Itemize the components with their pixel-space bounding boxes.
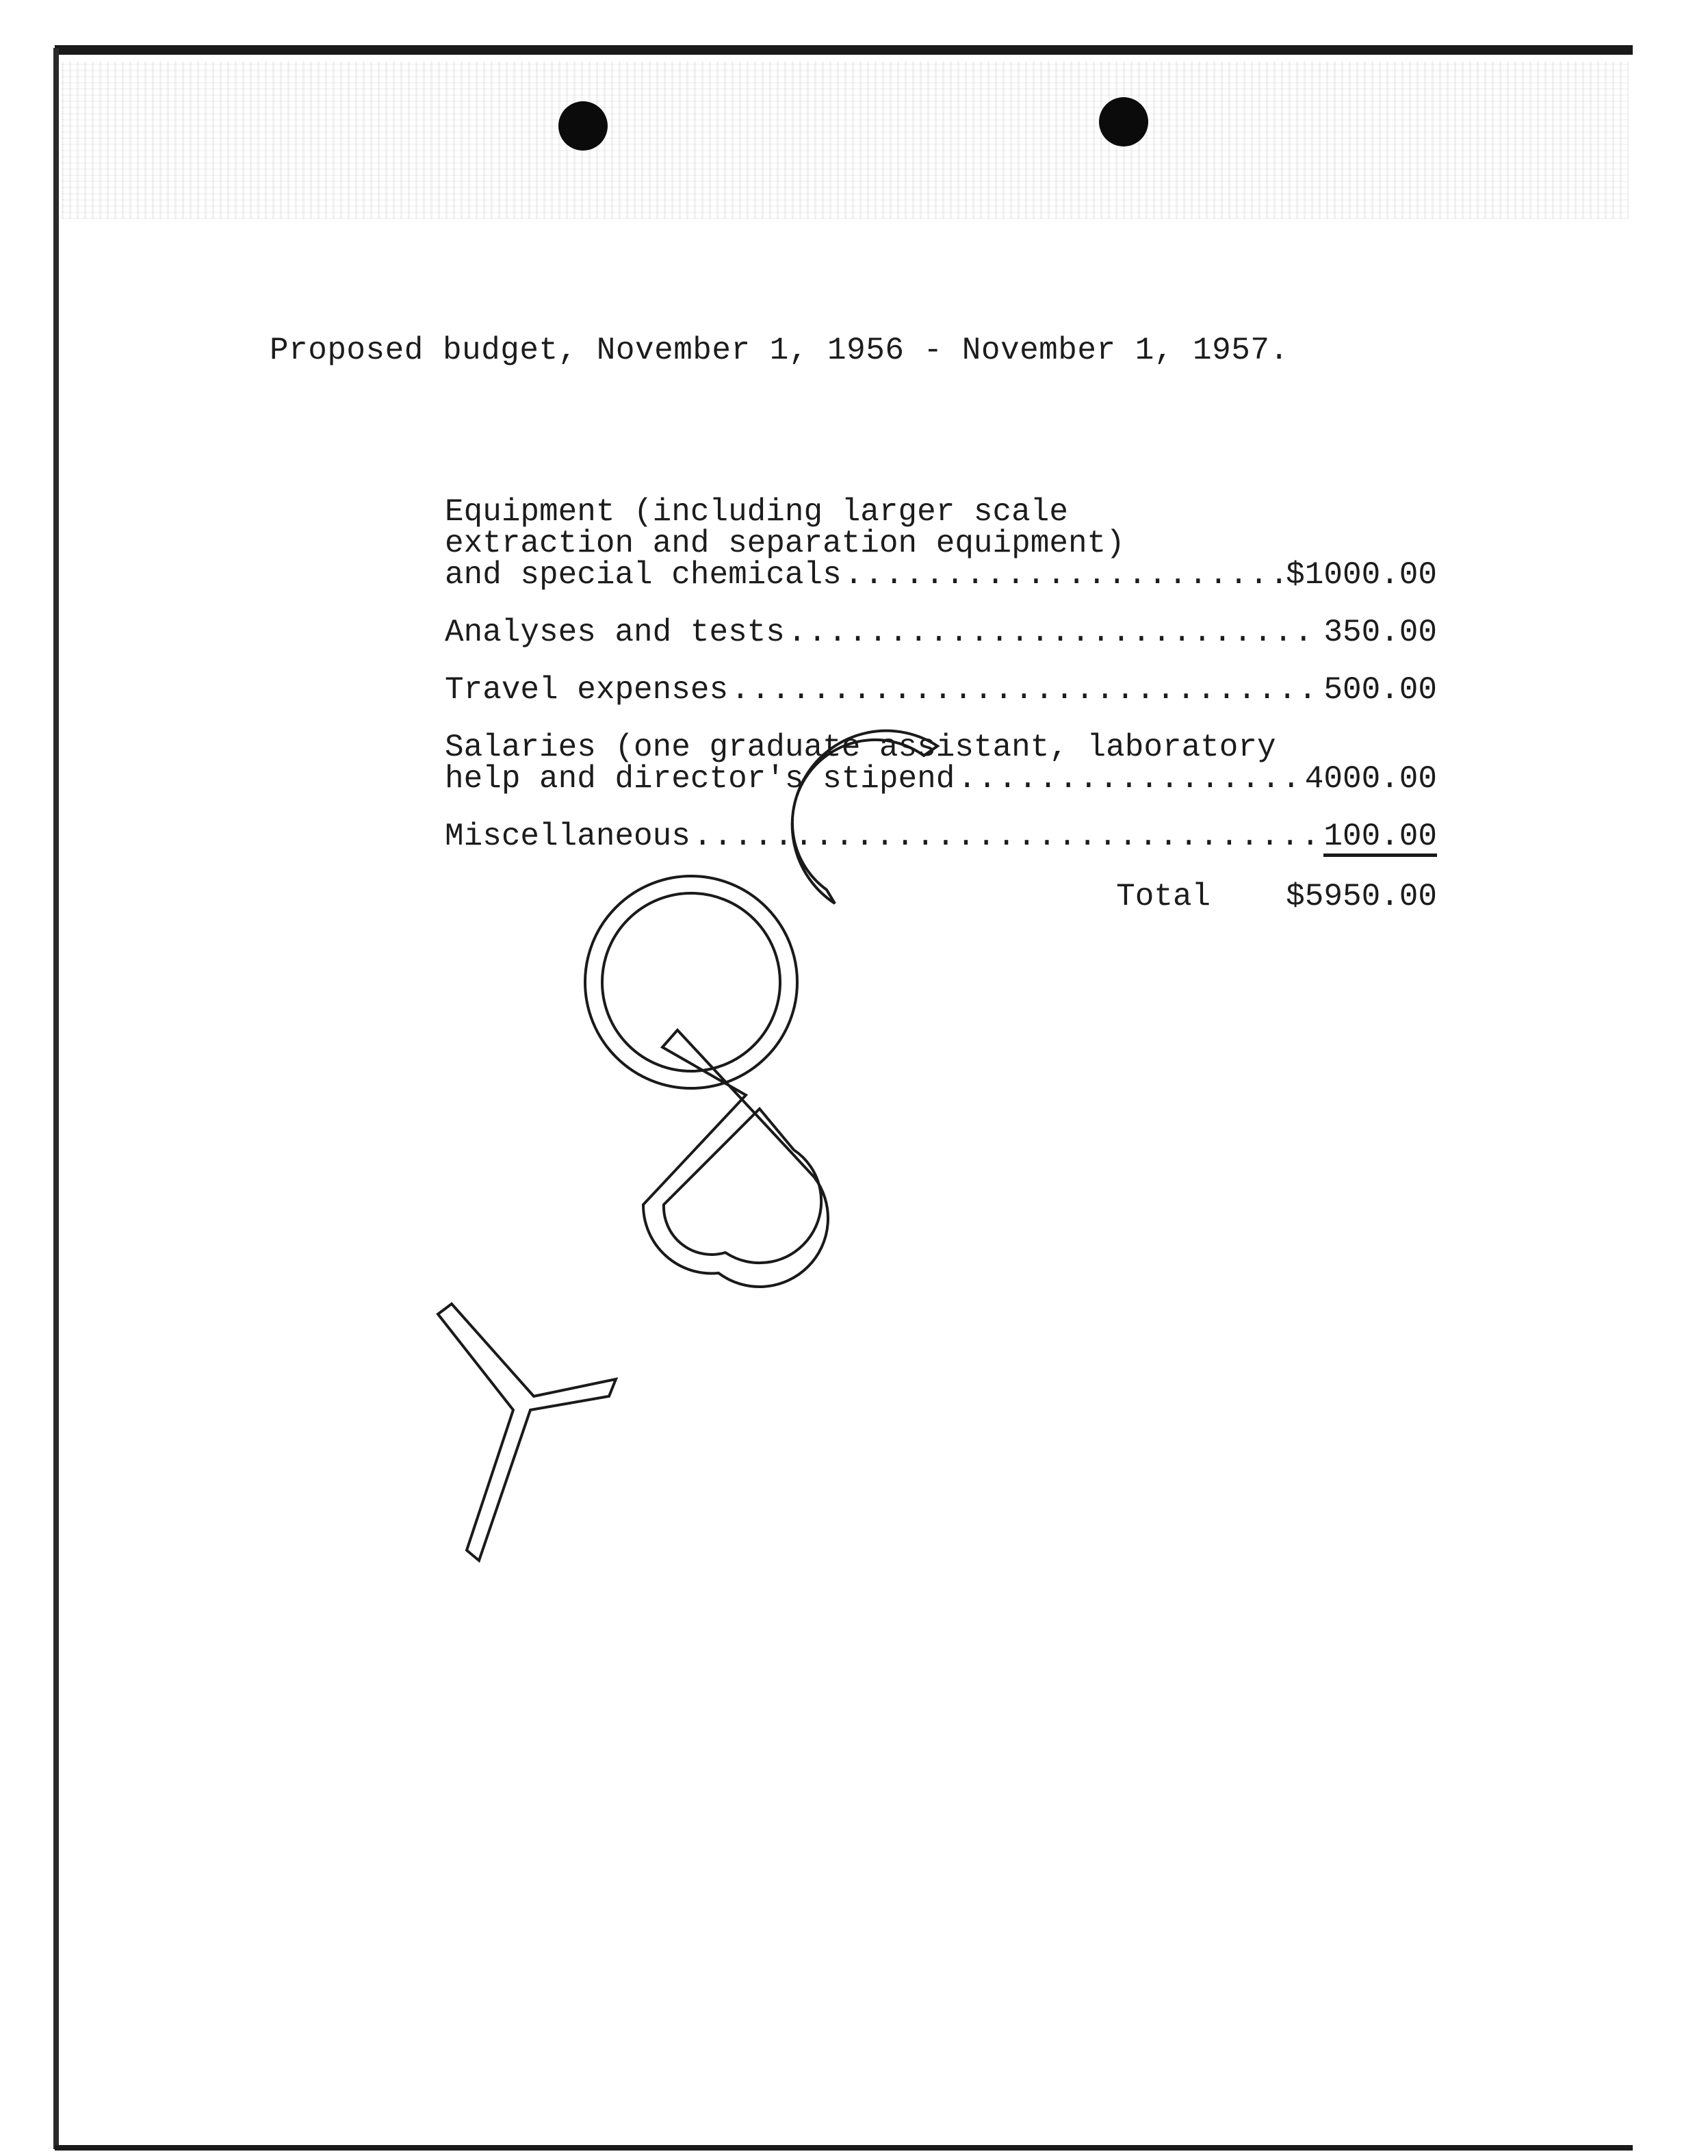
punch-hole-icon [1099, 97, 1148, 146]
budget-item-analyses [445, 617, 1437, 648]
left-edge [53, 48, 59, 2149]
item-desc: Travel expenses [445, 672, 729, 708]
total-amount: $5950.00 [1286, 879, 1437, 914]
budget-heading: Proposed budget, November 1, 1956 - November 1, 1957. [270, 333, 1289, 368]
stamp-letter-c [792, 731, 937, 903]
item-amount: $1000.00 [1286, 557, 1437, 593]
total-label: Total [1116, 879, 1211, 914]
item-amount: 4000.00 [1304, 761, 1437, 797]
copy-watermark [411, 657, 1232, 1588]
budget-item-equipment [445, 496, 1437, 591]
item-desc: and special chemicals [445, 557, 842, 593]
item-desc: Analyses and tests [445, 615, 785, 650]
stamp-letter-y [438, 1304, 616, 1561]
scan-noise [62, 62, 1629, 219]
item-desc: Miscellaneous [445, 819, 690, 854]
item-amount: 350.00 [1323, 615, 1437, 650]
item-desc-line: Salaries (one graduate assistant, laboratory [445, 730, 1276, 765]
bottom-edge [55, 2145, 1633, 2151]
item-desc: help and director's stipend [445, 761, 955, 797]
punch-hole-icon [558, 101, 608, 151]
item-desc-line: Equipment (including larger scale [445, 494, 1068, 530]
item-amount: 500.00 [1323, 672, 1437, 708]
item-amount: 100.00 [1323, 821, 1437, 857]
dot-leader [844, 559, 1283, 591]
item-desc-line: extraction and separation equipment) [445, 526, 1125, 561]
stamp-letter-o [585, 876, 797, 1088]
dot-leader [788, 617, 1321, 648]
top-edge [55, 45, 1633, 55]
